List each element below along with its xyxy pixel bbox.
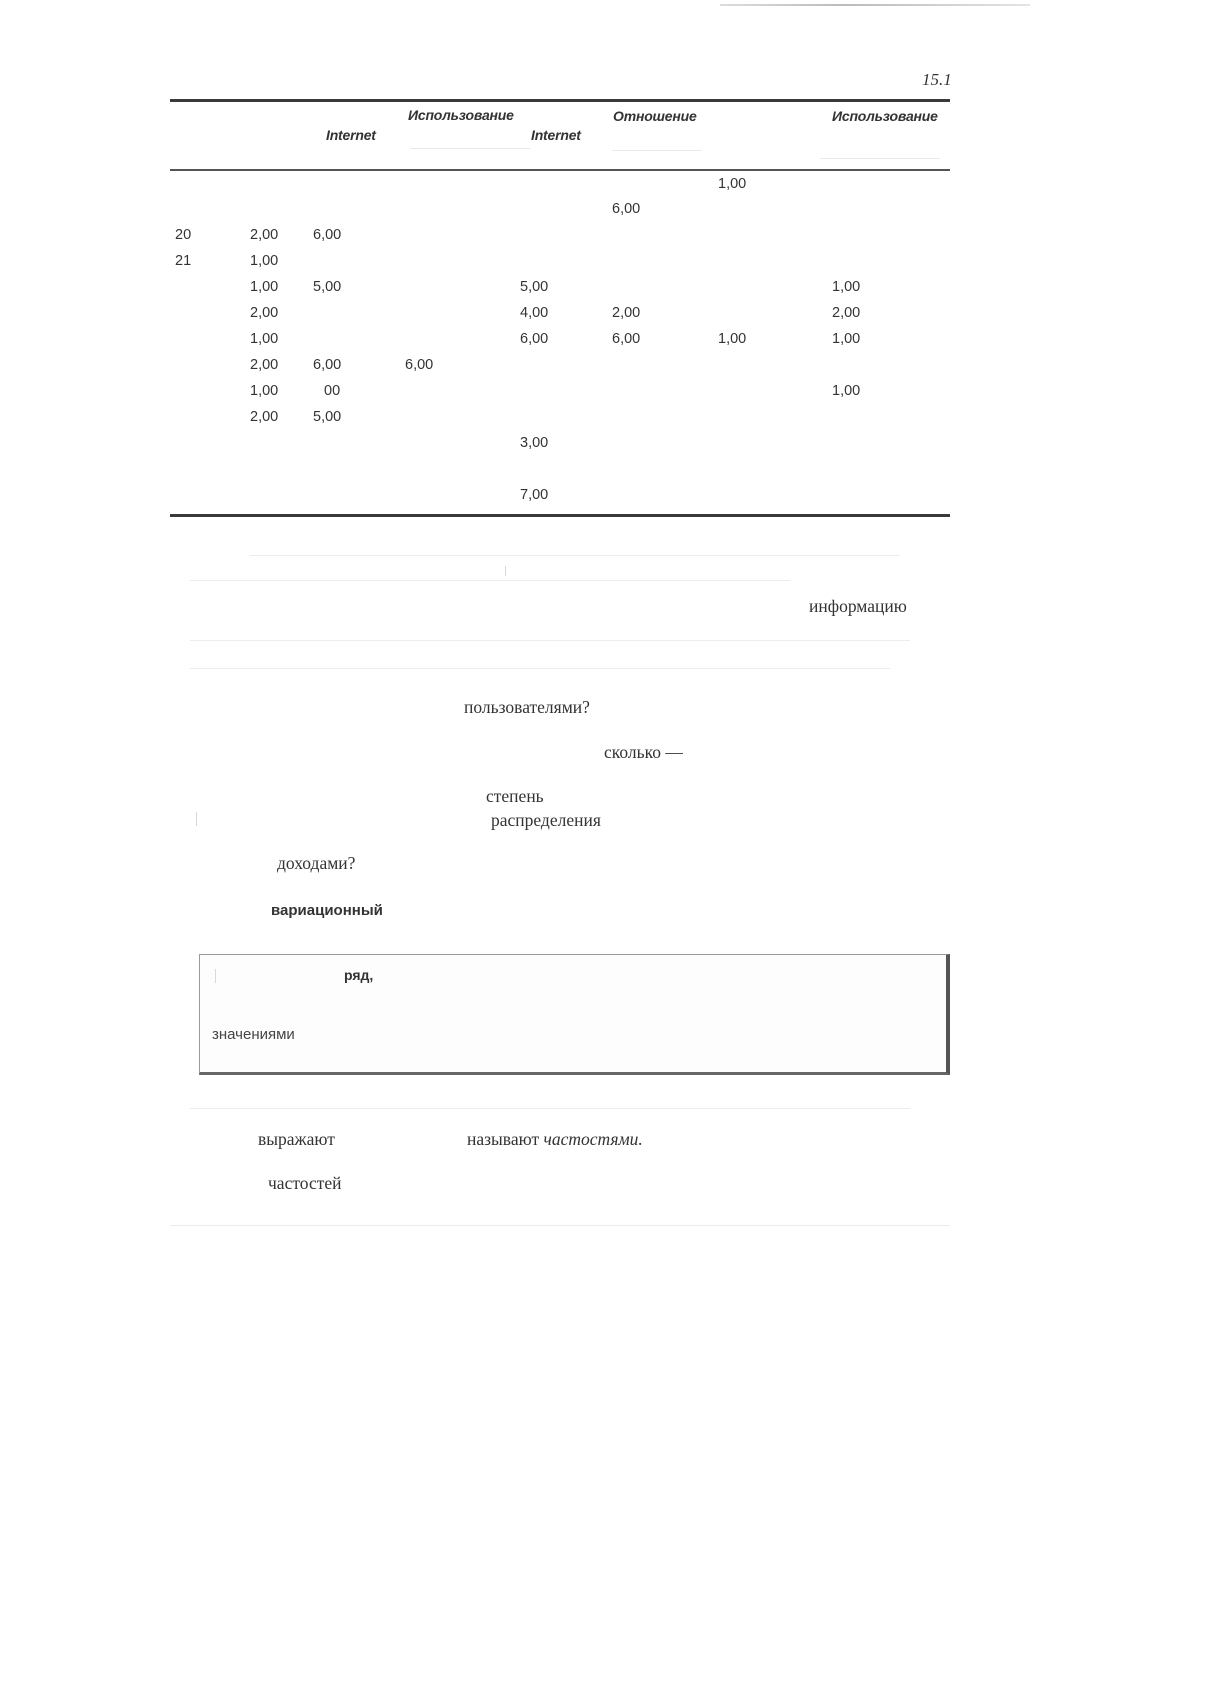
table-cell: 1,00 — [718, 331, 747, 347]
text-fragment — [467, 1129, 643, 1150]
table-cell: 2,00 — [832, 305, 861, 321]
table-cell: 4,00 — [520, 305, 549, 321]
term-frequencies: частостями. — [543, 1129, 643, 1149]
header-relation: Отношение — [613, 108, 697, 124]
faded-text-line — [190, 668, 890, 669]
ghost-mark — [612, 150, 702, 151]
table-header-rule — [170, 169, 950, 171]
header-internet-1: Internet — [326, 127, 376, 143]
table-bottom-rule — [170, 514, 950, 517]
scan-speck — [215, 969, 216, 983]
header-internet-2: Internet — [531, 127, 581, 143]
table-cell: 1,00 — [832, 331, 861, 347]
definition-box — [199, 954, 950, 1075]
table-cell: 1,00 — [250, 331, 279, 347]
text-fragment: информацию — [809, 596, 907, 616]
table-cell: 2,00 — [250, 357, 279, 373]
faded-text-line — [190, 640, 910, 641]
table-cell: 1,00 — [250, 253, 279, 269]
table-cell: 2,00 — [612, 305, 641, 321]
scan-speck — [505, 566, 506, 576]
text-fragment: выражают — [258, 1129, 335, 1149]
table-cell: 3,00 — [520, 435, 549, 451]
table-cell: 2,00 — [250, 227, 279, 243]
faded-text-line — [170, 1225, 950, 1226]
text-fragment: распределения — [491, 810, 601, 830]
table-cell: 1,00 — [832, 383, 861, 399]
header-usage-1: Использование — [408, 107, 514, 123]
faded-text-line — [190, 580, 790, 581]
header-usage-2: Использование — [832, 108, 938, 124]
text-fragment: частостей — [268, 1173, 342, 1193]
table-cell: 2,00 — [250, 409, 279, 425]
text-fragment: пользователями? — [464, 697, 590, 717]
table-cell: 6,00 — [612, 331, 641, 347]
table-cell: 21 — [175, 253, 192, 269]
scan-speck — [196, 812, 197, 826]
table-cell: 1,00 — [250, 383, 279, 399]
text-fragment: сколько — — [604, 742, 683, 762]
text-called: называют — [467, 1129, 540, 1149]
table-number: 15.1 — [922, 70, 952, 89]
table-top-rule — [170, 99, 950, 102]
text-fragment: степень — [486, 786, 544, 806]
table-cell: 6,00 — [405, 357, 434, 373]
table-cell: 6,00 — [612, 201, 641, 217]
definition-fragment-bold: ряд, — [344, 967, 374, 983]
ghost-mark — [820, 158, 940, 159]
table-cell: 00 — [324, 383, 341, 399]
table-cell: 6,00 — [313, 357, 342, 373]
table-cell: 6,00 — [313, 227, 342, 243]
table-cell: 5,00 — [520, 279, 549, 295]
table-cell: 1,00 — [250, 279, 279, 295]
table-cell: 2,00 — [250, 305, 279, 321]
text-fragment-bold: вариационный — [271, 902, 383, 919]
table-cell: 7,00 — [520, 487, 549, 503]
ghost-mark — [410, 148, 530, 149]
table-cell: 6,00 — [520, 331, 549, 347]
faded-text-line — [190, 1108, 910, 1109]
table-cell: 1,00 — [718, 176, 747, 192]
table-cell: 5,00 — [313, 409, 342, 425]
faded-text-line — [250, 555, 900, 556]
table-cell: 1,00 — [832, 279, 861, 295]
text-fragment: доходами? — [277, 853, 356, 873]
scan-edge-streak — [720, 4, 1030, 6]
table-cell: 20 — [175, 227, 192, 243]
table-cell: 5,00 — [313, 279, 342, 295]
definition-fragment: значениями — [212, 1026, 295, 1043]
